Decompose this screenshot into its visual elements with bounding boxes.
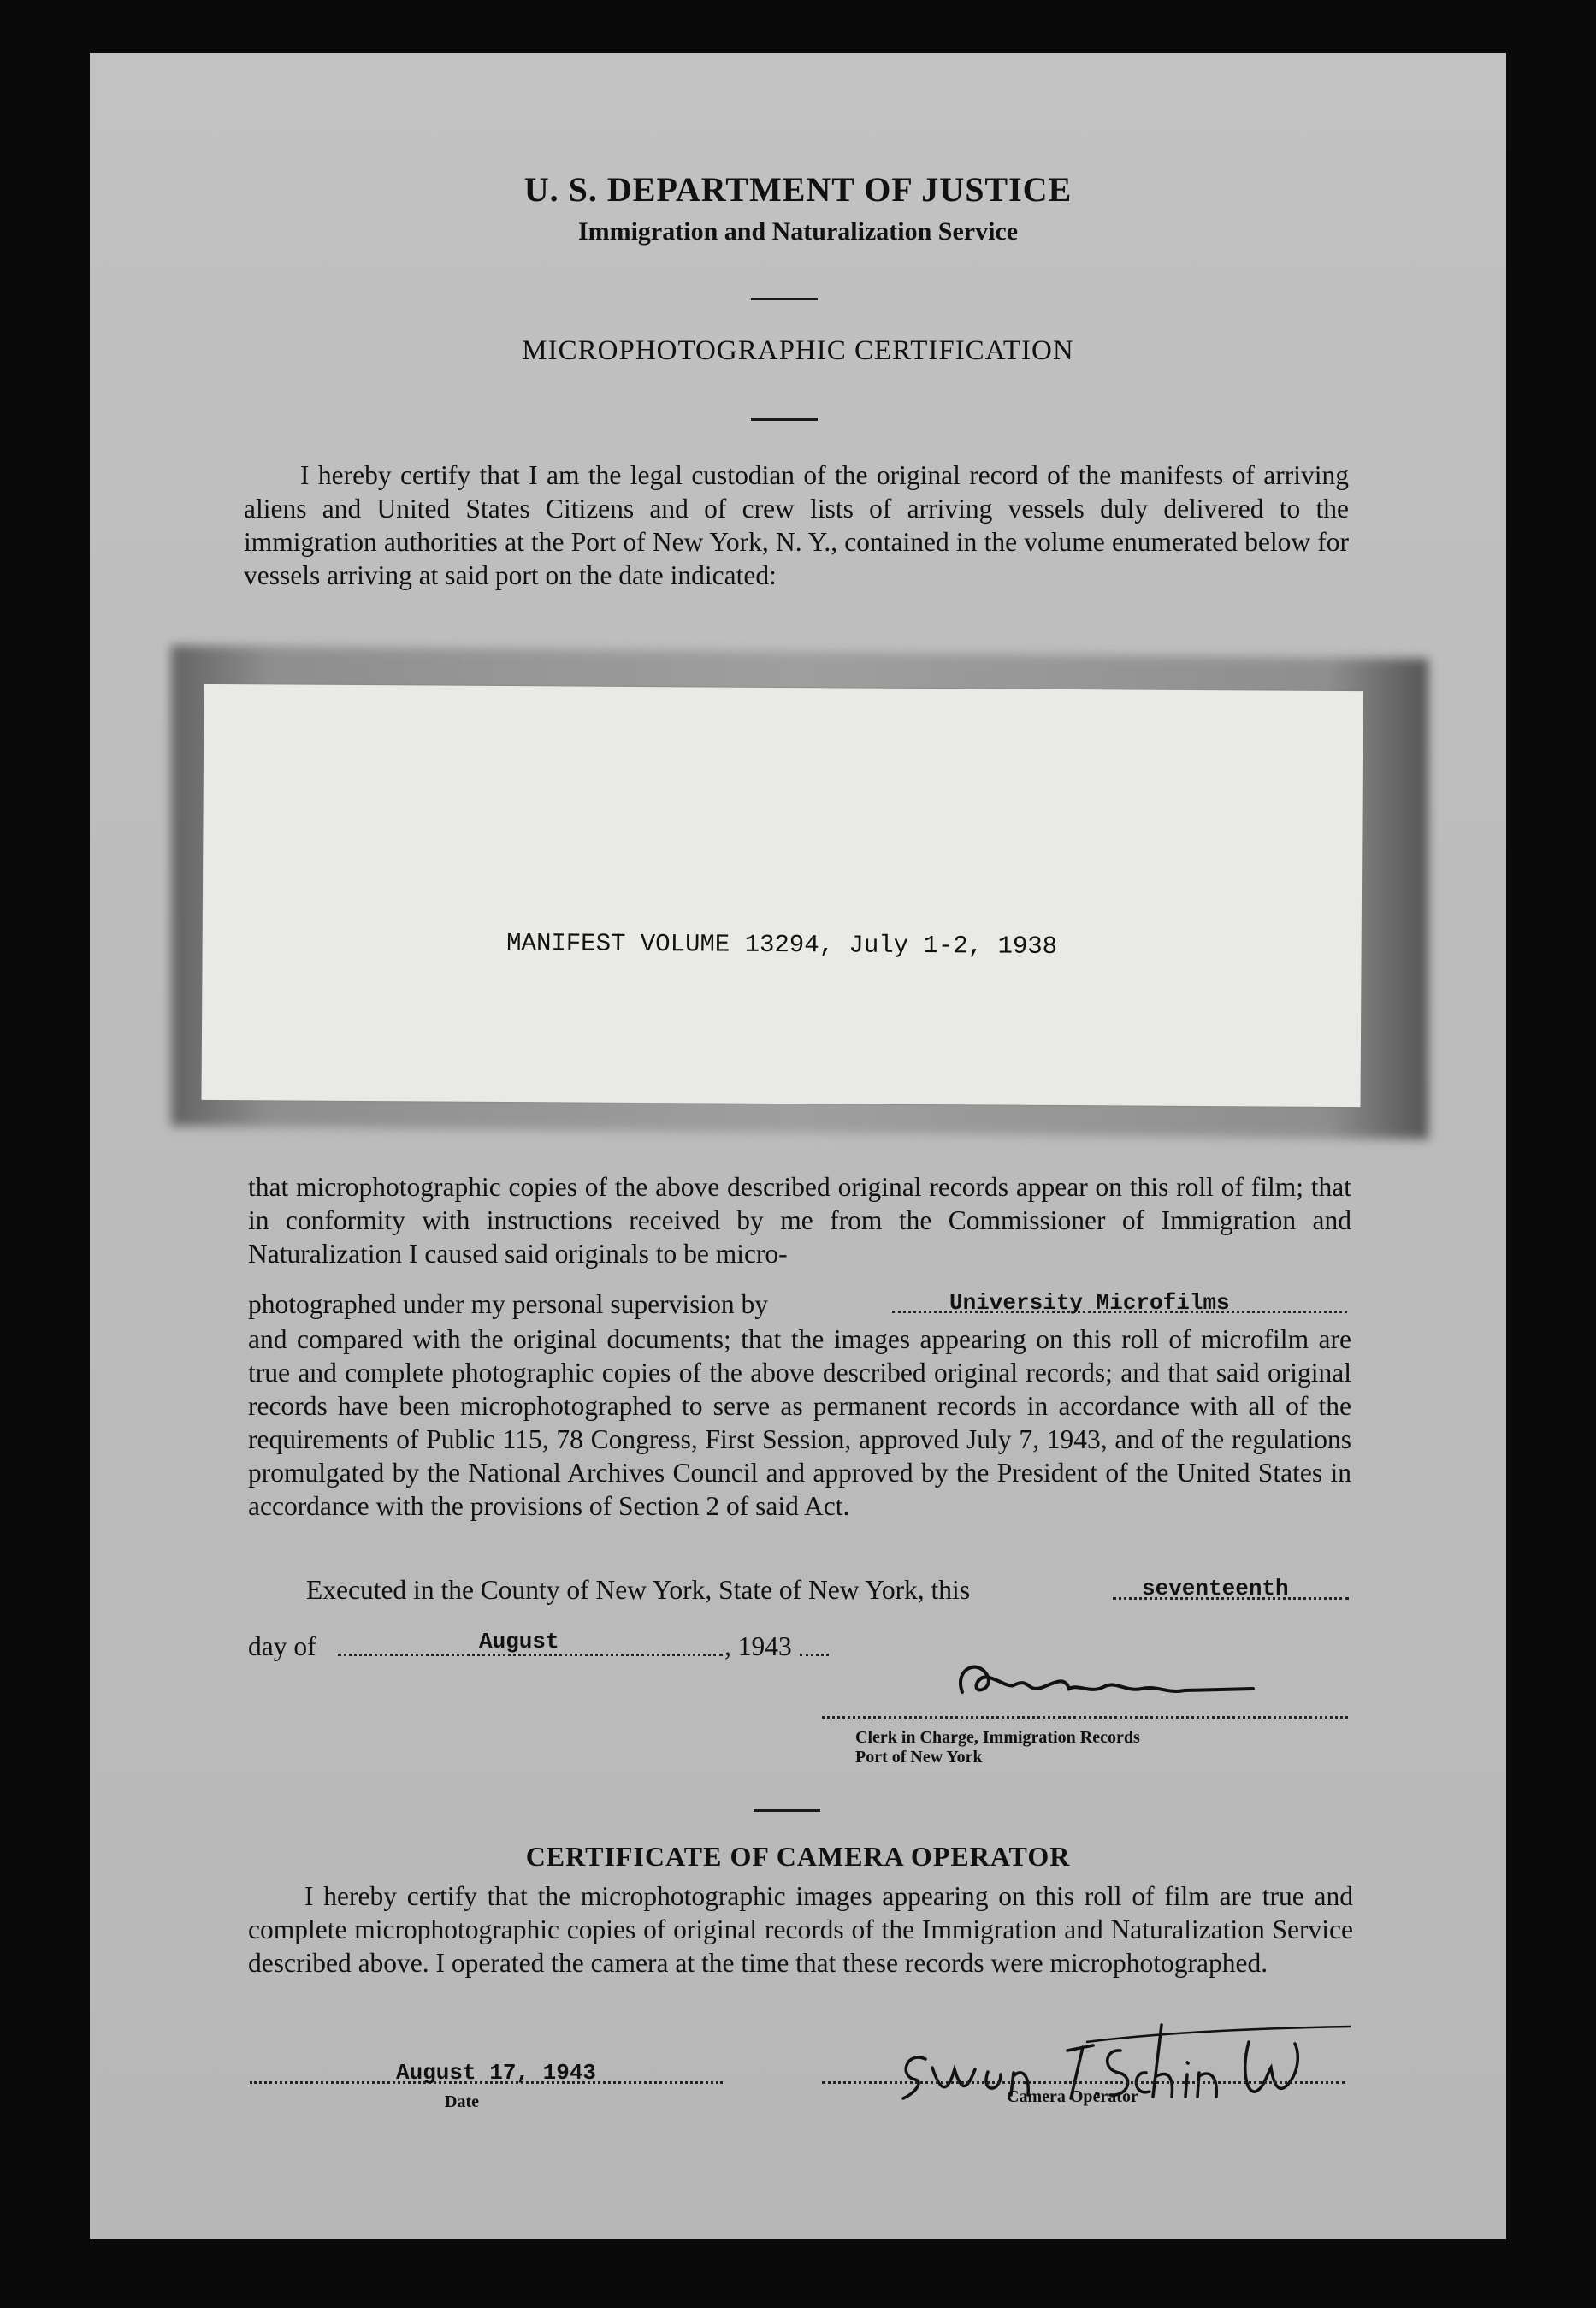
clerk-title xyxy=(855,1728,1140,1767)
certificate-sheet xyxy=(90,53,1506,2239)
intro-paragraph xyxy=(244,459,1349,592)
execution-day: seventeenth xyxy=(1142,1576,1289,1601)
manifest-slip xyxy=(202,684,1363,1107)
divider xyxy=(751,298,818,300)
camera-paragraph xyxy=(248,1879,1353,1980)
department-heading: U. S. DEPARTMENT OF JUSTICE xyxy=(523,170,1073,209)
execution-line xyxy=(306,1575,970,1606)
microfilmer-value: University Microfilms xyxy=(949,1290,1230,1316)
camera-date-value: August 17, 1943 xyxy=(396,2060,597,2086)
supervision-line xyxy=(248,1289,768,1320)
supervision-prefix: photographed under my personal supervision by xyxy=(248,1289,769,1319)
manifest-volume-text: MANIFEST VOLUME 13294, July 1-2, 1938 xyxy=(506,929,1058,961)
camera-text: I hereby certify that the microphotographic images appearing on this roll of film are true and complete microphotographic copies of original records of the Immigration and Naturalization Service described above. I operated the camera at the time that these records were microphotographed. xyxy=(248,1881,1353,1978)
divider xyxy=(751,418,818,421)
year-dotted-line xyxy=(800,1654,829,1656)
clerk-title-line-1: Clerk in Charge, Immigration Records xyxy=(855,1728,1140,1747)
divider xyxy=(754,1809,820,1812)
clerk-signature-line xyxy=(822,1716,1348,1719)
body-paragraph-2 xyxy=(248,1323,1351,1523)
clerk-title-line-2: Port of New York xyxy=(855,1748,983,1767)
certification-title: MICROPHOTOGRAPHIC CERTIFICATION xyxy=(522,335,1074,366)
day-of-label: day of xyxy=(248,1631,316,1661)
intro-text: I hereby certify that I am the legal custodian of the original record of the manifests of arriving aliens and United States Citizens and of crew lists of arriving vessels duly delivered to the immigration authorities at the Port of New York, N. Y., contained in the volume enumerated below for vessels arriving at said port on the date indicated: xyxy=(244,460,1349,590)
camera-operator-label: Camera Operator xyxy=(1007,2087,1138,2106)
execution-prefix: Executed in the County of New York, State of New York, this xyxy=(306,1575,971,1605)
body-paragraph-1 xyxy=(248,1170,1351,1270)
execution-month: August xyxy=(479,1629,559,1654)
date-label: Date xyxy=(445,2092,479,2111)
body-text-1: that microphotographic copies of the above described original records appear on this roll of film; that in conformity with instructions received by me from the Commissioner of Immigration and Naturalization I caused said originals to be micro- xyxy=(248,1172,1351,1269)
camera-operator-signature xyxy=(872,1991,1351,2128)
operator-signature-line xyxy=(822,2081,1345,2084)
body-text-2: and compared with the original documents; that the images appearing on this roll of microfilm are true and complete photographic copies of the above described original records; and that said original records have been microphotographed to serve as permanent records in accordance with all of the requirements of Public 115, 78 Congress, First Session, approved July 7, 1943, and of the regulations promulgated by the National Archives Council and approved by the President of the United States in accordance with the provisions of Section 2 of said Act. xyxy=(248,1324,1351,1521)
service-subheading: Immigration and Naturalization Service xyxy=(577,217,1019,246)
clerk-signature xyxy=(937,1651,1364,1719)
execution-year: , 1943 xyxy=(724,1631,792,1661)
camera-certificate-title: CERTIFICATE OF CAMERA OPERATOR xyxy=(525,1841,1071,1872)
